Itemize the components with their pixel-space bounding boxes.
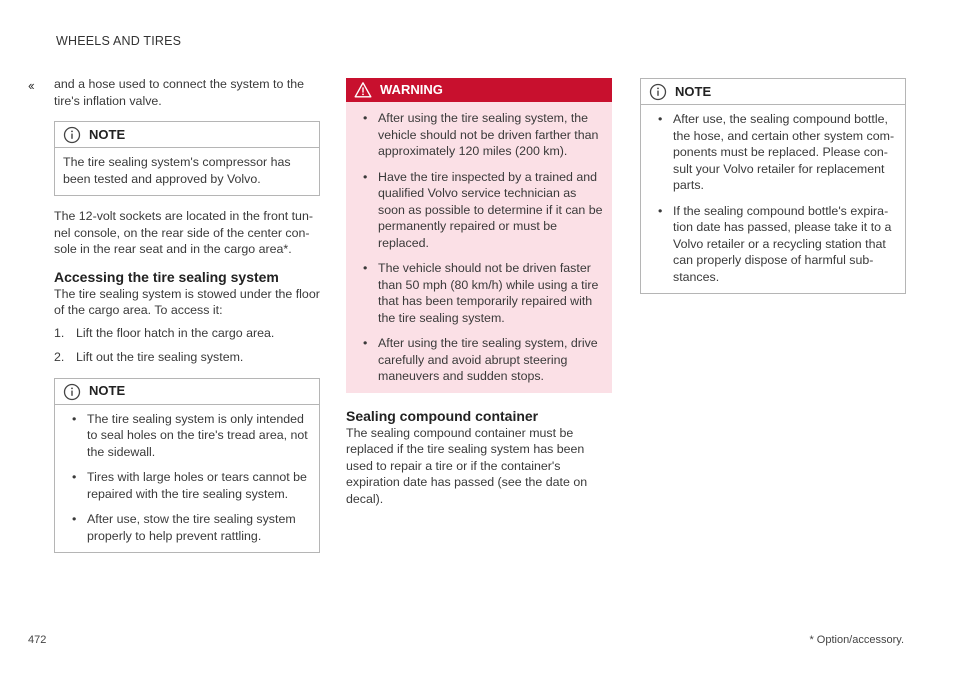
- list-item: • The vehicle should not be driven faster than 50 mph (80 km/h) while using a tire that has been temporarily repaired with the tire sealing system.: [354, 260, 604, 326]
- footnote: * Option/accessory.: [809, 634, 904, 646]
- column-middle: [346, 78, 612, 507]
- note-list: [649, 111, 897, 285]
- access-intro-text: The tire sealing system is stowed under the floor of the cargo area. To access it:: [54, 286, 320, 317]
- warning-box: [346, 78, 612, 393]
- page-number: 472: [28, 634, 47, 646]
- list-item: [54, 349, 320, 366]
- list-item: • Tires with large holes or tears cannot be repaired with the tire sealing system.: [63, 469, 311, 502]
- section-heading-accessing: Accessing the tire sealing system: [54, 268, 279, 285]
- note-list: [63, 411, 311, 545]
- info-circle-icon: [63, 126, 81, 144]
- section-title: WHEELS AND TIRES: [56, 34, 182, 48]
- column-right: [640, 78, 906, 294]
- section-heading-sealing: Sealing compound container: [346, 407, 539, 424]
- warning-title: WARNING: [380, 81, 443, 97]
- warning-header: [346, 78, 612, 102]
- step-number: 1.: [54, 325, 65, 340]
- info-circle-icon: [649, 83, 667, 101]
- note-box-replacement: [640, 78, 906, 294]
- column-left: [54, 76, 320, 553]
- list-item: • After using the tire sealing system, drive carefully and avoid abrupt steering maneuvers and sudden stops.: [354, 335, 604, 385]
- warning-triangle-icon: [354, 81, 372, 99]
- list-item: • If the sealing compound bottle's expiration date has passed, please take it to a Volvo retailer or a recycling station that can properly dispose of harmful substances.: [649, 203, 897, 286]
- list-item: • After use, stow the tire sealing system properly to help prevent rattling.: [63, 511, 311, 544]
- note-title: NOTE: [675, 83, 712, 99]
- back-chevron-icon[interactable]: ‹‹: [28, 78, 33, 93]
- step-number: 2.: [54, 350, 65, 364]
- intro-text: and a hose used to connect the system to the tire's inflation valve.: [54, 77, 305, 108]
- list-item: • Have the tire inspected by a trained and qualified Volvo service technician as soon as possible to determine if it can be permanently repaired or must be replaced.: [354, 169, 604, 252]
- note-title: NOTE: [89, 126, 126, 142]
- list-item: • The tire sealing system is only intended to seal holes on the tire's tread area, not the sidewall.: [63, 411, 311, 461]
- step-text: Lift the floor hatch in the cargo area.: [76, 325, 275, 340]
- info-circle-icon: [63, 383, 81, 401]
- list-item: [54, 325, 320, 342]
- step-text: Lift out the tire sealing system.: [76, 350, 244, 364]
- sealing-text: The sealing compound container must be replaced if the tire sealing system has been used to repair a tire or if the container's expiration date has passed (see the date on decal).: [346, 425, 588, 506]
- note-header: [55, 122, 319, 148]
- note-title: NOTE: [89, 383, 126, 399]
- list-item: • After using the tire sealing system, the vehicle should not be driven farther than approximately 120 miles (200 km).: [354, 110, 604, 160]
- sockets-text: The 12-volt sockets are located in the front tunnel console, on the rear side of the center console in the rear seat and in the cargo area*.: [54, 209, 313, 256]
- note-text: The tire sealing system's compressor has been tested and approved by Volvo.: [63, 155, 291, 186]
- note-header: [641, 79, 905, 105]
- steps-list: [54, 325, 320, 366]
- warning-list: [354, 110, 604, 385]
- note-box-compressor: [54, 121, 320, 196]
- list-item: • After use, the sealing compound bottle, the hose, and certain other system components must be replaced. Please consult your Volvo retailer for replacement parts.: [649, 111, 897, 194]
- note-box-limitations: [54, 378, 320, 554]
- note-header: [55, 379, 319, 405]
